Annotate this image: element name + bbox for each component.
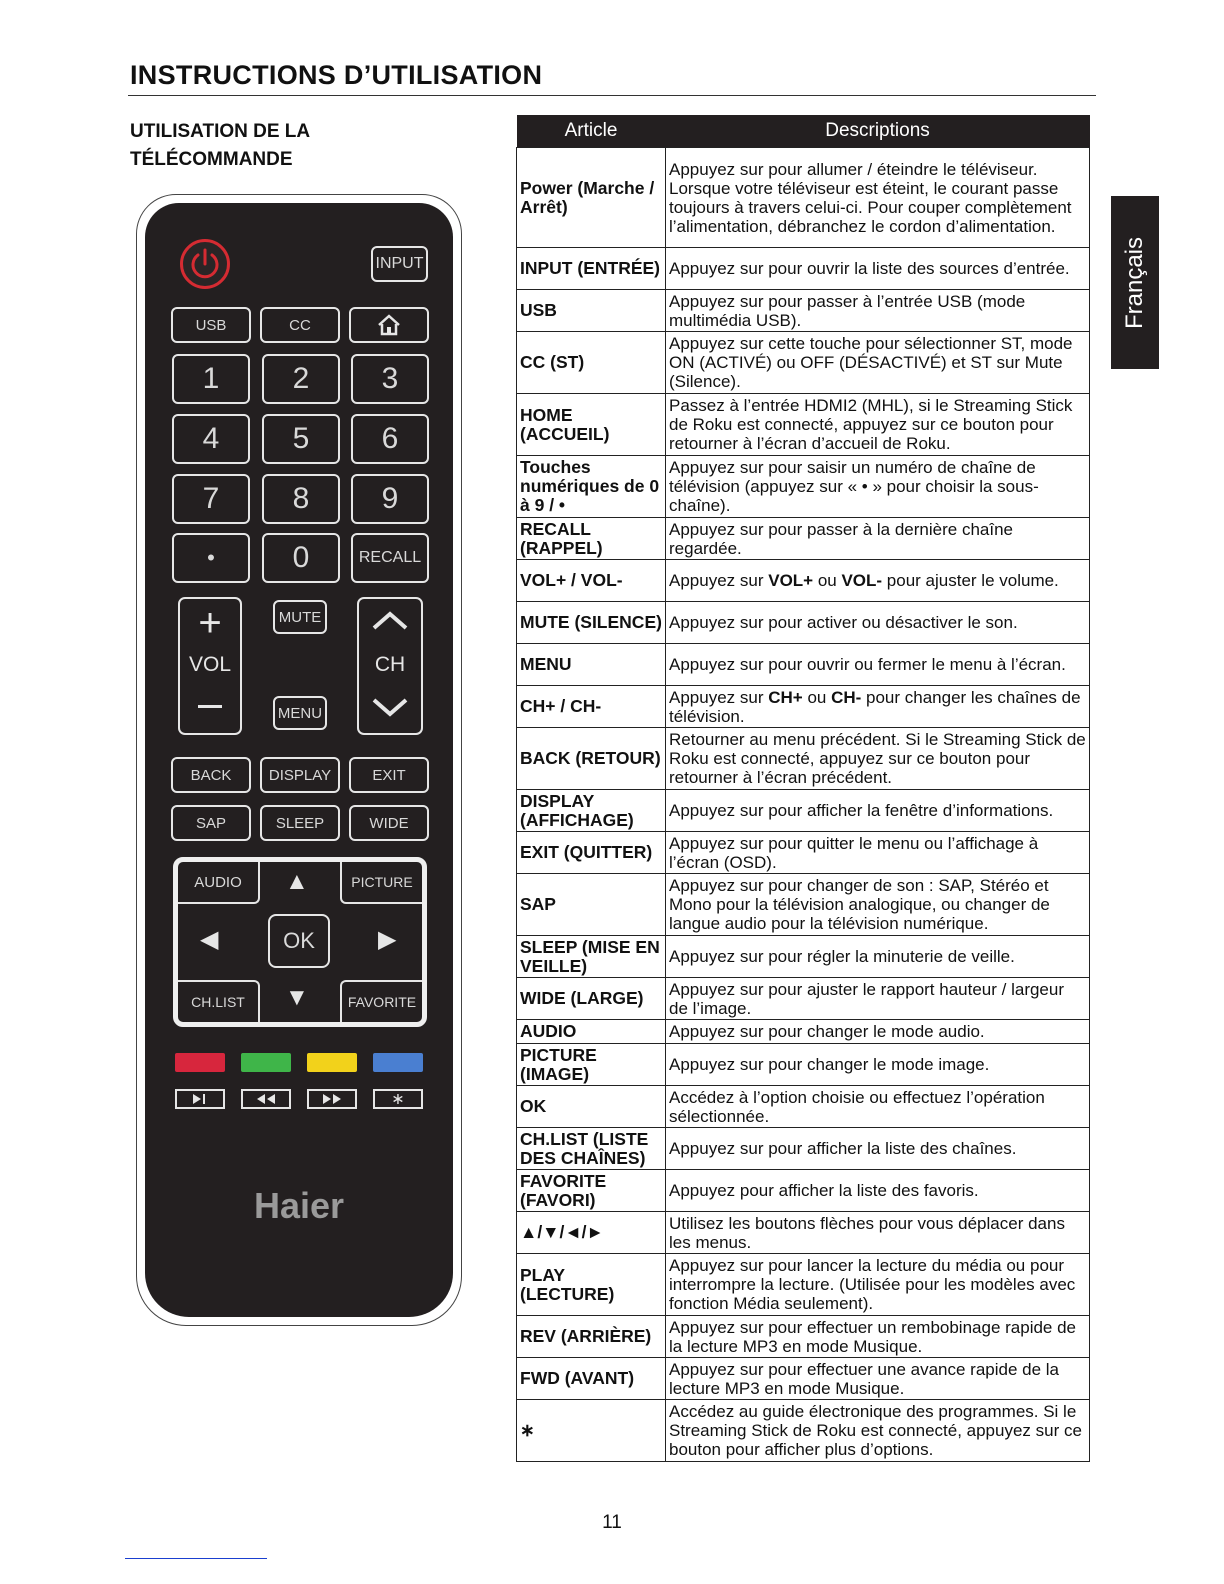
blue-key [373, 1053, 423, 1072]
description-cell: Appuyez sur pour ajuster le rapport hauteur / largeur de l’image. [666, 978, 1090, 1020]
brand-logo: Haier [253, 1185, 345, 1226]
home-icon [376, 314, 402, 336]
rewind-key [241, 1089, 291, 1109]
table-row [517, 1212, 1090, 1254]
input-button: INPUT [371, 246, 428, 282]
table-row [517, 1170, 1090, 1212]
article-cell: VOL+ / VOL- [517, 560, 666, 602]
table-row [517, 1316, 1090, 1358]
play-pause-icon [188, 1093, 212, 1105]
table-row [517, 1358, 1090, 1400]
article-cell: EXIT (QUITTER) [517, 832, 666, 874]
description-cell: Accédez à l’option choisie ou effectuez l’opération sélectionnée. [666, 1086, 1090, 1128]
description-part: VOL+ [768, 571, 814, 590]
description-cell: Appuyez sur pour changer de son : SAP, Stéréo et Mono pour la télévision analogique, ou changer de langue audio pour la télévision numérique. [666, 874, 1090, 936]
description-cell: Appuyez sur pour changer le mode audio. [666, 1020, 1090, 1044]
table-row [517, 1400, 1090, 1462]
language-tab-label: Français [1121, 236, 1148, 329]
key-2: 2 [262, 354, 340, 404]
article-cell: WIDE (LARGE) [517, 978, 666, 1020]
play-pause-key [175, 1089, 225, 1109]
description-cell: Retourner au menu précédent. Si le Streaming Stick de Roku est connecté, appuyez sur ce bouton pour retourner à l’écran précédent. [666, 728, 1090, 790]
table-row [517, 456, 1090, 518]
article-cell: PICTURE (IMAGE) [517, 1044, 666, 1086]
table-row [517, 148, 1090, 248]
description-part: ou [813, 571, 842, 590]
key-5: 5 [262, 414, 340, 464]
description-cell: Appuyez sur pour afficher la fenêtre d’informations. [666, 790, 1090, 832]
wide-button: WIDE [349, 805, 429, 841]
page-title: INSTRUCTIONS D’UTILISATION [130, 60, 543, 90]
display-button: DISPLAY [260, 757, 340, 793]
description-cell: Appuyez sur pour ouvrir ou fermer le menu à l’écran. [666, 644, 1090, 686]
fast-forward-icon [319, 1093, 345, 1105]
description-cell: Appuyez sur pour allumer / éteindre le téléviseur. Lorsque votre téléviseur est éteint, le courant passe toujours à travers celui-ci. Pour couper complètement l’alimentation, débranchez le cordon d’alimentation. [666, 148, 1090, 248]
sleep-button: SLEEP [260, 805, 340, 841]
description-part: pour changer les chaînes de télévision. [669, 687, 1081, 726]
recall-button: RECALL [351, 533, 429, 583]
picture-button: PICTURE [340, 862, 422, 904]
table-row [517, 394, 1090, 456]
yellow-key [307, 1053, 357, 1072]
description-part: pour ajuster le volume. [882, 571, 1059, 590]
table-row [517, 832, 1090, 874]
page-number: 11 [602, 1512, 622, 1533]
description-cell: Appuyez sur pour passer à la dernière chaîne regardée. [666, 518, 1090, 560]
table-row [517, 290, 1090, 332]
description-cell: Appuyez sur pour changer le mode image. [666, 1044, 1090, 1086]
article-cell: CH.LIST (LISTE DES CHAÎNES) [517, 1128, 666, 1170]
article-cell: Power (Marche / Arrêt) [517, 148, 666, 248]
article-cell: SLEEP (MISE EN VEILLE) [517, 936, 666, 978]
description-cell: Appuyez sur pour saisir un numéro de chaîne de télévision (appuyez sur « • » pour choisir la sous-chaîne). [666, 456, 1090, 518]
article-cell: DISPLAY (AFFICHAGE) [517, 790, 666, 832]
table-row [517, 1020, 1090, 1044]
arrow-down-icon: ▼ [285, 984, 309, 1011]
key-6: 6 [351, 414, 429, 464]
power-icon [183, 242, 227, 286]
table-row [517, 1044, 1090, 1086]
menu-button: MENU [273, 696, 327, 730]
red-key [175, 1053, 225, 1072]
plus-icon: + [198, 601, 222, 645]
chevron-up-icon [371, 609, 409, 631]
table-row [517, 560, 1090, 602]
fast-forward-key [307, 1089, 357, 1109]
button-description-table [516, 115, 1090, 1462]
power-button [180, 239, 230, 289]
key-1: 1 [172, 354, 250, 404]
remote-control [145, 203, 453, 1317]
minus-icon [198, 705, 222, 708]
table-row [517, 1254, 1090, 1316]
header-descriptions: Descriptions [666, 115, 1090, 148]
table-row [517, 686, 1090, 728]
star-key: ∗ [373, 1089, 423, 1109]
green-key [241, 1053, 291, 1072]
description-cell: Appuyez sur pour ouvrir la liste des sources d’entrée. [666, 248, 1090, 290]
key-7: 7 [172, 474, 250, 524]
key-dot: • [172, 533, 250, 583]
description-cell: Appuyez sur pour quitter le menu ou l’affichage à l’écran (OSD). [666, 832, 1090, 874]
key-8: 8 [262, 474, 340, 524]
description-cell: Appuyez sur pour régler la minuterie de veille. [666, 936, 1090, 978]
article-cell: FAVORITE (FAVORI) [517, 1170, 666, 1212]
description-part: CH- [831, 687, 862, 707]
footer-rule [125, 1558, 267, 1559]
title-divider [128, 95, 1096, 96]
navigation-pad [173, 857, 427, 1027]
sap-button: SAP [171, 805, 251, 841]
arrow-left-icon: ◀ [200, 926, 219, 953]
table-row [517, 790, 1090, 832]
description-cell: Appuyez pour afficher la liste des favoris. [666, 1170, 1090, 1212]
ch-label: CH [374, 653, 406, 676]
home-button [349, 307, 429, 343]
table-row [517, 1128, 1090, 1170]
favorite-button: FAVORITE [340, 980, 422, 1022]
article-cell: USB [517, 290, 666, 332]
description-part: Appuyez sur [669, 571, 769, 590]
channel-rocker [357, 597, 423, 735]
description-cell: Appuyez sur pour lancer la lecture du média ou pour interrompre la lecture. (Utilisée pour les modèles avec fonction Média seulement). [666, 1254, 1090, 1316]
description-cell: Accédez au guide électronique des programmes. Si le Streaming Stick de Roku est connecté, appuyez sur ce bouton pour afficher plus d’options. [666, 1400, 1090, 1462]
rewind-icon [253, 1093, 279, 1105]
chlist-button: CH.LIST [178, 980, 260, 1022]
key-4: 4 [172, 414, 250, 464]
article-cell: RECALL (RAPPEL) [517, 518, 666, 560]
audio-button: AUDIO [178, 862, 260, 904]
article-cell: INPUT (ENTRÉE) [517, 248, 666, 290]
exit-button: EXIT [349, 757, 429, 793]
description-cell: Appuyez sur cette touche pour sélectionner ST, mode ON (ACTIVÉ) ou OFF (DÉSACTIVÉ) et ST sur Mute (Silence). [666, 332, 1090, 394]
volume-rocker [178, 597, 242, 735]
chevron-down-icon [371, 697, 409, 719]
description-cell: Appuyez sur pour afficher la liste des chaînes. [666, 1128, 1090, 1170]
section-title-line2: TÉLÉCOMMANDE [130, 149, 293, 170]
section-title [130, 118, 430, 174]
description-cell [666, 686, 1090, 728]
table-row [517, 728, 1090, 790]
article-cell: ▲/▼/◄/► [517, 1212, 666, 1254]
table-row [517, 1086, 1090, 1128]
table-header-row [517, 115, 1090, 148]
description-part: CH+ [768, 687, 803, 707]
article-cell: CC (ST) [517, 332, 666, 394]
table-row [517, 602, 1090, 644]
description-cell: Passez à l’entrée HDMI2 (MHL), si le Streaming Stick de Roku est connecté, appuyez sur ce bouton pour retourner à l’écran d’accueil de Roku. [666, 394, 1090, 456]
description-part: Appuyez sur [669, 687, 769, 707]
article-cell: PLAY (LECTURE) [517, 1254, 666, 1316]
description-cell [666, 560, 1090, 602]
cc-button: CC [260, 307, 340, 343]
table-row [517, 936, 1090, 978]
article-cell: FWD (AVANT) [517, 1358, 666, 1400]
language-tab [1111, 196, 1159, 369]
article-cell: HOME (ACCUEIL) [517, 394, 666, 456]
arrow-up-icon: ▲ [285, 868, 309, 895]
key-0: 0 [262, 533, 340, 583]
description-part: VOL- [841, 571, 883, 590]
key-3: 3 [351, 354, 429, 404]
article-cell: REV (ARRIÈRE) [517, 1316, 666, 1358]
table-row [517, 332, 1090, 394]
table-row [517, 518, 1090, 560]
table-row [517, 978, 1090, 1020]
description-cell: Appuyez sur pour effectuer une avance rapide de la lecture MP3 en mode Musique. [666, 1358, 1090, 1400]
header-article: Article [517, 115, 666, 148]
section-title-line1: UTILISATION DE LA [130, 121, 311, 142]
arrow-right-icon: ▶ [378, 926, 397, 953]
article-cell: SAP [517, 874, 666, 936]
article-cell: OK [517, 1086, 666, 1128]
article-cell: AUDIO [517, 1020, 666, 1044]
article-cell: Touches numériques de 0 à 9 / • [517, 456, 666, 518]
description-part: ou [802, 687, 832, 707]
usb-button: USB [171, 307, 251, 343]
description-cell: Utilisez les boutons flèches pour vous déplacer dans les menus. [666, 1212, 1090, 1254]
description-cell: Appuyez sur pour effectuer un rembobinage rapide de la lecture MP3 en mode Musique. [666, 1316, 1090, 1358]
article-cell: BACK (RETOUR) [517, 728, 666, 790]
article-cell: MUTE (SILENCE) [517, 602, 666, 644]
ok-button: OK [268, 914, 330, 968]
description-cell: Appuyez sur pour passer à l’entrée USB (mode multimédia USB). [666, 290, 1090, 332]
article-cell: ∗ [517, 1400, 666, 1462]
mute-button: MUTE [273, 600, 327, 634]
description-cell: Appuyez sur pour activer ou désactiver le son. [666, 602, 1090, 644]
key-9: 9 [351, 474, 429, 524]
article-cell: MENU [517, 644, 666, 686]
table-row [517, 644, 1090, 686]
back-button: BACK [171, 757, 251, 793]
article-cell: CH+ / CH- [517, 686, 666, 728]
table-row [517, 248, 1090, 290]
vol-label: VOL [188, 653, 232, 676]
table-row [517, 874, 1090, 936]
